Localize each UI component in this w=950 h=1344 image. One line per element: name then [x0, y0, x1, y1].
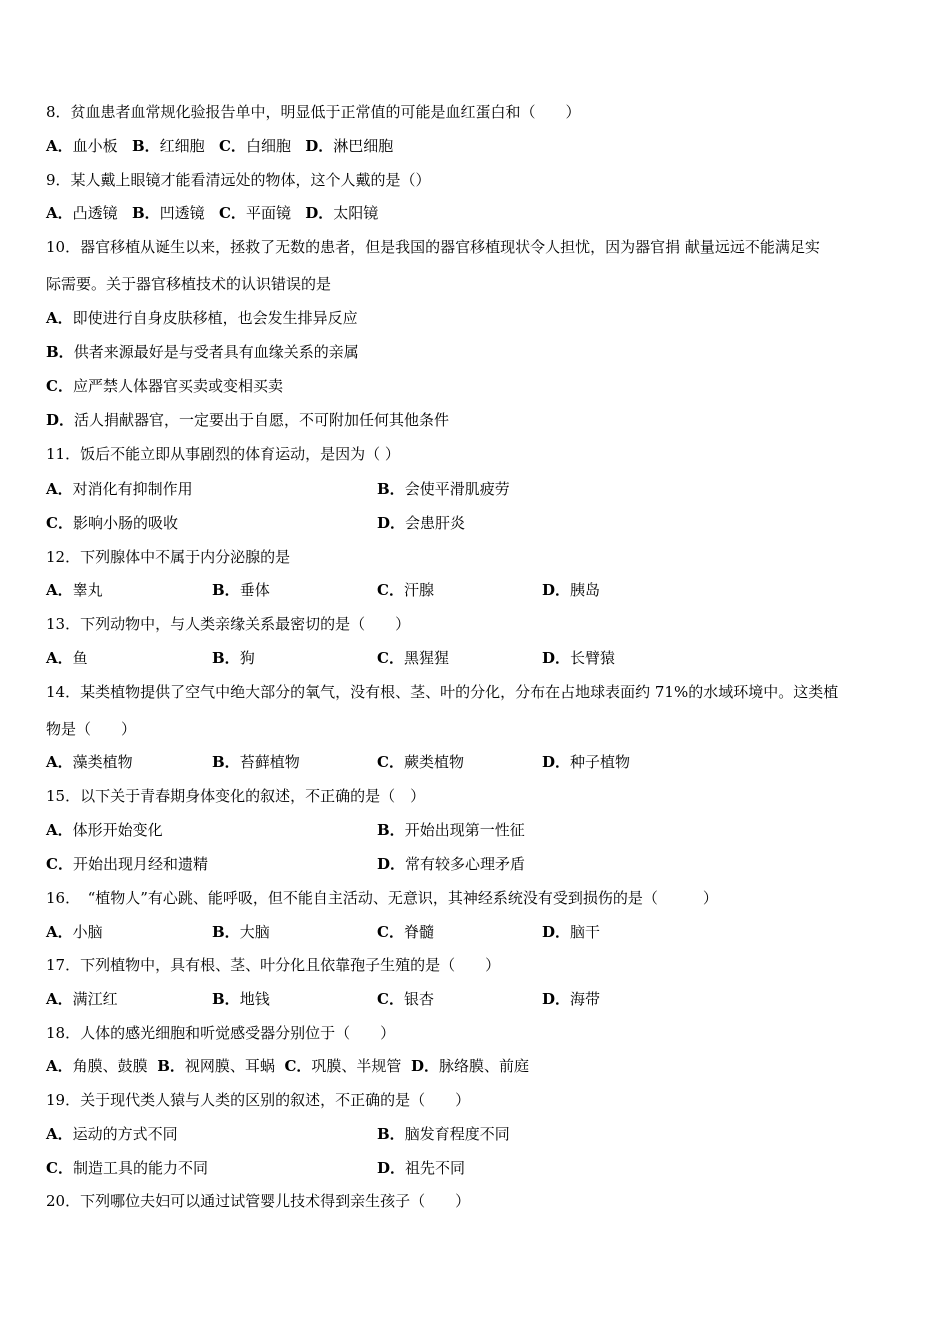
question-16-option-c	[377, 922, 434, 942]
option-text: 鱼	[72, 649, 88, 667]
option-letter: B．	[212, 581, 240, 599]
option-letter: B．	[46, 343, 74, 361]
option-text: 会使平滑肌疲劳	[404, 480, 510, 498]
option-text: 藻类植物	[72, 753, 133, 771]
option-text: 开始出现月经和遗精	[72, 855, 208, 873]
question-19-option-b	[377, 1124, 510, 1144]
option-letter: C．	[377, 753, 404, 771]
option-text: 蕨类植物	[403, 753, 464, 771]
option-text: 应严禁人体器官买卖或变相买卖	[72, 377, 283, 395]
question-19-option-c	[46, 1158, 208, 1178]
question-13-option-c	[377, 648, 449, 668]
question-11-option-b	[377, 479, 510, 499]
question-11-option-d	[377, 513, 465, 533]
option-text: 常有较多心理矛盾	[405, 855, 526, 873]
question-16-option-b	[212, 922, 270, 942]
option-letter: A．	[46, 753, 73, 771]
option-letter: C．	[218, 204, 246, 222]
question-13-option-d	[542, 648, 615, 668]
option-text: 凹透镜	[159, 204, 205, 222]
question-14-stem-line2: 物是（ ）	[46, 720, 137, 738]
option-letter: D．	[542, 990, 571, 1008]
option-text: 睾丸	[72, 581, 103, 599]
option-letter: D．	[542, 923, 571, 941]
question-10-option-c	[46, 376, 283, 396]
question-19-stem: 19．关于现代类人猿与人类的区别的叙述，不正确的是（ ）	[46, 1091, 471, 1109]
option-letter: A．	[46, 649, 73, 667]
question-14-option-b	[212, 752, 300, 772]
option-letter: A．	[46, 821, 73, 839]
question-8-options	[46, 136, 393, 156]
question-13-option-a	[46, 648, 88, 668]
question-18-options	[46, 1056, 529, 1076]
option-letter: B．	[377, 821, 405, 839]
question-16-option-a	[46, 922, 103, 942]
option-text: 大脑	[239, 923, 270, 941]
option-letter: A．	[46, 137, 73, 155]
option-text: 会患肝炎	[405, 514, 466, 532]
option-letter: B．	[212, 923, 240, 941]
option-text: 供者来源最好是与受者具有血缘关系的亲属	[73, 343, 359, 361]
question-10-option-a	[46, 308, 358, 328]
question-10-option-b	[46, 342, 359, 362]
question-13-stem: 13．下列动物中，与人类亲缘关系最密切的是（ ）	[46, 615, 411, 633]
option-letter: D．	[305, 137, 334, 155]
option-letter: C．	[284, 1057, 312, 1075]
option-text: 即使进行自身皮肤移植，也会发生排异反应	[72, 309, 358, 327]
question-17-option-a	[46, 989, 118, 1009]
option-letter: D．	[377, 855, 406, 873]
question-16-stem: 16． “植物人”有心跳、能呼吸，但不能自主活动、无意识，其神经系统没有受到损伤的是（ ）	[46, 889, 718, 907]
option-text: 地钱	[239, 990, 270, 1008]
option-letter: D．	[377, 1159, 406, 1177]
question-10-stem-line2: 际需要。关于器官移植技术的认识错误的是	[46, 275, 332, 293]
option-text: 脊髓	[403, 923, 434, 941]
question-12-stem: 12．下列腺体中不属于内分泌腺的是	[46, 548, 291, 566]
question-12-option-d	[542, 580, 600, 600]
option-letter: C．	[46, 1159, 73, 1177]
option-text: 活人捐献器官，一定要出于自愿，不可附加任何其他条件	[74, 411, 450, 429]
option-letter: A．	[46, 1057, 73, 1075]
option-letter: D．	[542, 581, 571, 599]
option-letter: A．	[46, 1125, 73, 1143]
option-text: 淋巴细胞	[333, 137, 394, 155]
option-text: 体形开始变化	[72, 821, 163, 839]
question-8-stem: 8．贫血患者血常规化验报告单中，明显低于正常值的可能是血红蛋白和（ ）	[46, 103, 581, 121]
question-11-option-a	[46, 479, 193, 499]
option-letter: C．	[377, 581, 404, 599]
option-letter: D．	[542, 753, 571, 771]
option-text: 红细胞	[159, 137, 205, 155]
option-letter: B．	[131, 204, 160, 222]
option-text: 黑猩猩	[403, 649, 449, 667]
option-text: 运动的方式不同	[72, 1125, 178, 1143]
question-19-option-d	[377, 1158, 465, 1178]
option-letter: B．	[212, 990, 240, 1008]
question-15-stem: 15．以下关于青春期身体变化的叙述，不正确的是（ ）	[46, 787, 426, 805]
option-text: 长臂猿	[570, 649, 616, 667]
question-15-option-c	[46, 854, 208, 874]
option-text: 脉络膜、前庭	[438, 1057, 529, 1075]
question-12-option-b	[212, 580, 270, 600]
option-text: 脑干	[570, 923, 601, 941]
option-letter: B．	[157, 1057, 185, 1075]
option-letter: B．	[131, 137, 160, 155]
option-text: 垂体	[239, 581, 270, 599]
option-letter: C．	[377, 990, 404, 1008]
option-letter: A．	[46, 480, 73, 498]
question-14-option-a	[46, 752, 133, 772]
option-letter: D．	[305, 204, 334, 222]
option-text: 凸透镜	[72, 204, 118, 222]
option-letter: A．	[46, 923, 73, 941]
option-text: 巩膜、半规管	[311, 1057, 402, 1075]
question-12-option-a	[46, 580, 103, 600]
question-9-stem: 9．某人戴上眼镜才能看清远处的物体，这个人戴的是（）	[46, 171, 431, 189]
option-letter: C．	[46, 514, 73, 532]
question-17-option-b	[212, 989, 270, 1009]
option-text: 祖先不同	[405, 1159, 466, 1177]
option-letter: C．	[218, 137, 246, 155]
question-15-option-b	[377, 820, 525, 840]
option-text: 白细胞	[245, 137, 291, 155]
option-text: 苔藓植物	[239, 753, 300, 771]
option-text: 小脑	[72, 923, 103, 941]
question-17-option-c	[377, 989, 434, 1009]
question-11-stem: 11．饭后不能立即从事剧烈的体育运动，是因为（ ）	[46, 445, 400, 463]
question-16-option-d	[542, 922, 600, 942]
option-letter: B．	[377, 480, 405, 498]
question-17-stem: 17．下列植物中，具有根、茎、叶分化且依靠孢子生殖的是（ ）	[46, 956, 501, 974]
option-letter: D．	[542, 649, 571, 667]
option-letter: A．	[46, 990, 73, 1008]
option-letter: D．	[46, 411, 75, 429]
option-text: 胰岛	[570, 581, 601, 599]
option-text: 对消化有抑制作用	[72, 480, 193, 498]
option-text: 满江红	[72, 990, 118, 1008]
option-text: 银杏	[403, 990, 434, 1008]
option-letter: D．	[377, 514, 406, 532]
question-10-option-d	[46, 410, 449, 430]
question-13-option-b	[212, 648, 255, 668]
question-11-option-c	[46, 513, 178, 533]
option-text: 血小板	[72, 137, 118, 155]
question-15-option-a	[46, 820, 163, 840]
option-letter: B．	[212, 753, 240, 771]
option-text: 视网膜、耳蜗	[184, 1057, 275, 1075]
option-text: 平面镜	[245, 204, 291, 222]
option-letter: B．	[212, 649, 240, 667]
option-letter: C．	[377, 923, 404, 941]
option-text: 种子植物	[570, 753, 631, 771]
option-letter: A．	[46, 309, 73, 327]
question-19-option-a	[46, 1124, 178, 1144]
option-text: 汗腺	[403, 581, 434, 599]
option-text: 角膜、鼓膜	[72, 1057, 148, 1075]
question-9-options	[46, 203, 378, 223]
question-14-stem-line1: 14．某类植物提供了空气中绝大部分的氧气，没有根、茎、叶的分化，分布在占地球表面约 71%的水域环境中。这类植	[46, 683, 839, 701]
option-letter: C．	[377, 649, 404, 667]
option-text: 制造工具的能力不同	[72, 1159, 208, 1177]
option-letter: C．	[46, 855, 73, 873]
option-text: 影响小肠的吸收	[72, 514, 178, 532]
question-10-stem-line1: 10．器官移植从诞生以来，拯救了无数的患者，但是我国的器官移植现状令人担忧，因为器官捐 献量远远不能满足实	[46, 238, 820, 256]
option-letter: D．	[410, 1057, 439, 1075]
question-14-option-c	[377, 752, 464, 772]
question-17-option-d	[542, 989, 600, 1009]
option-letter: B．	[377, 1125, 405, 1143]
question-12-option-c	[377, 580, 434, 600]
question-14-option-d	[542, 752, 630, 772]
option-letter: A．	[46, 581, 73, 599]
option-text: 开始出现第一性征	[404, 821, 525, 839]
question-18-stem: 18．人体的感光细胞和听觉感受器分别位于（ ）	[46, 1024, 396, 1042]
option-text: 太阳镜	[333, 204, 379, 222]
option-text: 狗	[239, 649, 255, 667]
option-letter: A．	[46, 204, 73, 222]
option-text: 脑发育程度不同	[404, 1125, 510, 1143]
option-text: 海带	[570, 990, 601, 1008]
option-letter: C．	[46, 377, 73, 395]
question-20-stem: 20．下列哪位夫妇可以通过试管婴儿技术得到亲生孩子（ ）	[46, 1192, 471, 1210]
question-15-option-d	[377, 854, 525, 874]
